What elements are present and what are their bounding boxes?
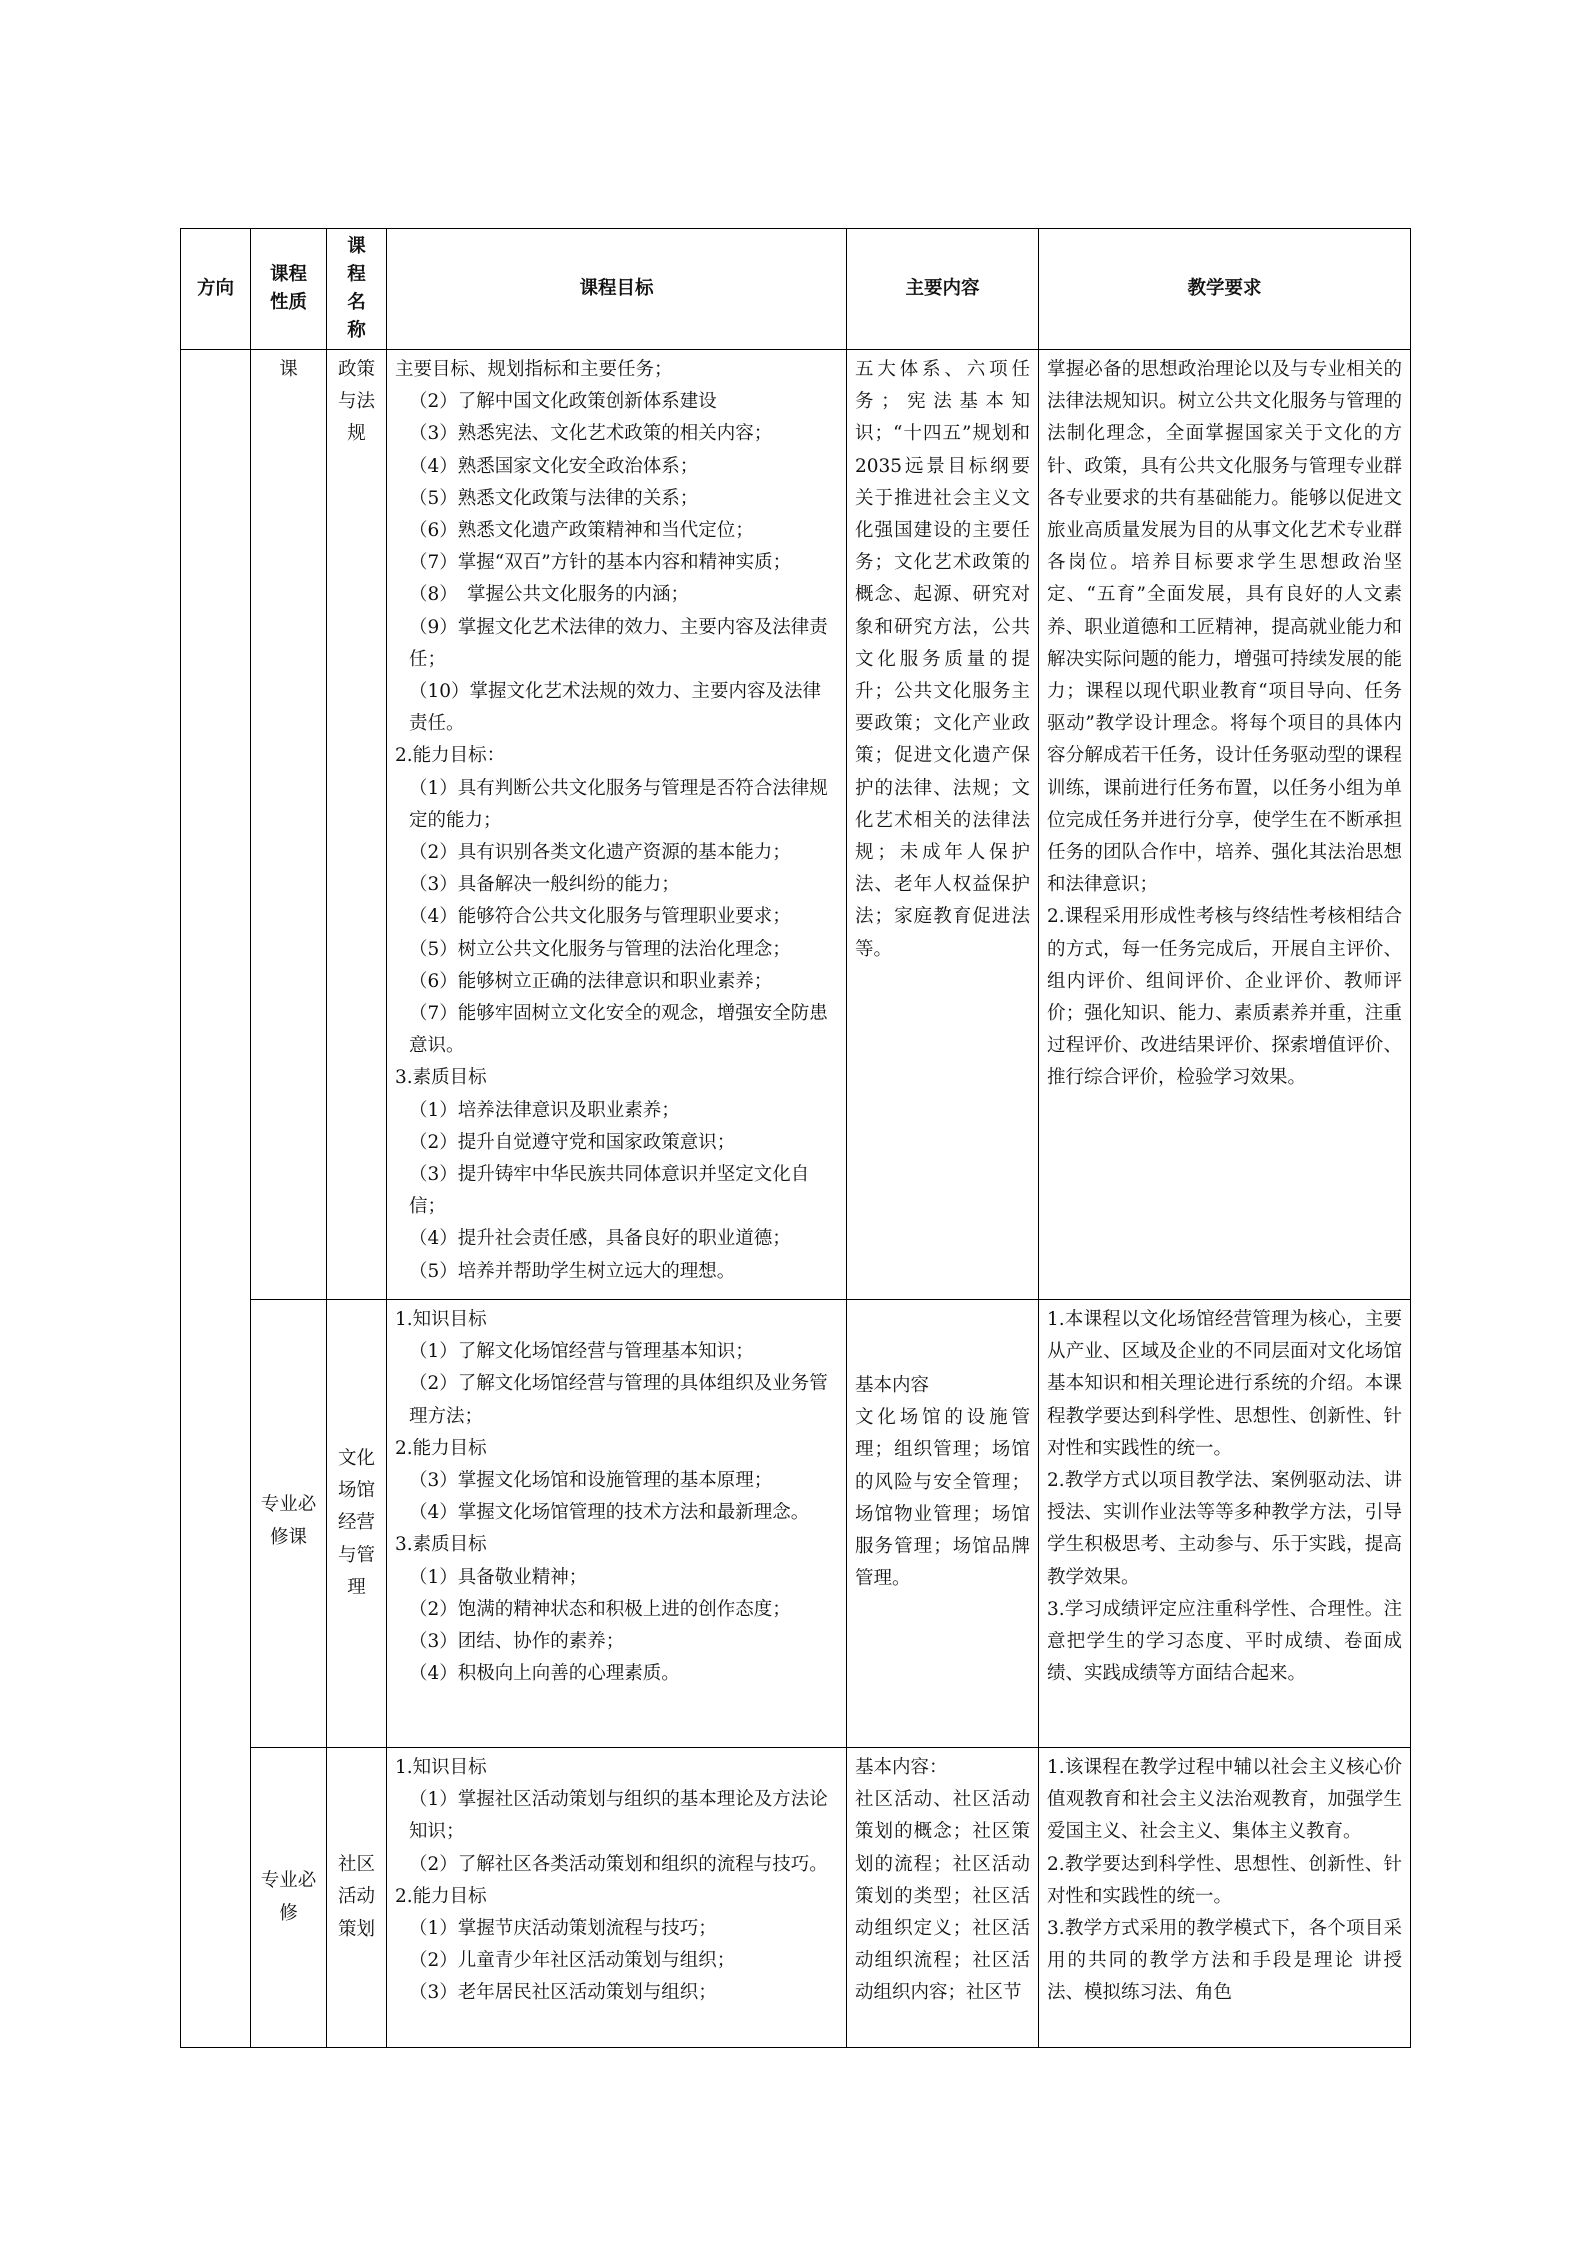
goal-line: （3）熟悉宪法、文化艺术政策的相关内容； [409,423,773,445]
goal-line: 3.素质目标 [395,1067,487,1089]
curriculum-table [180,228,1411,2048]
header-course-name: 课程名称 [327,229,387,350]
goal-line: （4）积极向上向善的心理素质。 [409,1663,680,1685]
requirement-paragraph: 2.教学方式以项目教学法、案例驱动法、讲授法、实训作业法等等多种教学方法，引导学生积极思考、主动参与、乐于实践，提高教学效果。 [1047,1470,1402,1588]
goal-line: （5）熟悉文化政策与法律的关系； [409,487,699,509]
goals-list [395,1304,838,1690]
goal-line: （2）了解中国文化政策创新体系建设 [409,391,717,413]
requirement-paragraph: 1.该课程在教学过程中辅以社会主义核心价值观教育和社会主义法治观教育，加强学生爱国主义、社会主义、集体主义教育。 [1047,1757,1402,1843]
header-teaching-requirements: 教学要求 [1039,229,1411,350]
goal-line: （5）培养并帮助学生树立远大的理想。 [409,1260,736,1282]
goal-line: （3）提升铸牢中华民族共同体意识并坚定文化自信； [409,1164,810,1218]
goal-line: （5）树立公共文化服务与管理的法治化理念； [409,938,791,960]
requirements-list [1047,354,1402,1095]
requirement-paragraph: 2.课程采用形成性考核与终结性考核相结合的方式，每一任务完成后，开展自主评价、组内评价、组间评价、企业评价、教师评价；强化知识、能力、素质素养并重，注重过程评价、改进结果评价、探索增值评价、推行综合评价，检验学习效果。 [1047,906,1402,1089]
goal-line: （6）能够树立正确的法律意识和职业素养； [409,970,773,992]
goal-line: （10）掌握文化艺术法规的效力、主要内容及法律责任。 [409,681,822,735]
goal-line: （4）能够符合公共文化服务与管理职业要求； [409,906,791,928]
teaching-requirements-cell [1039,350,1411,1300]
direction-cell [181,350,251,2048]
goals-list [395,1752,838,2010]
goal-line: （3）掌握文化场馆和设施管理的基本原理； [409,1470,773,1492]
requirement-paragraph: 掌握必备的思想政治理论以及与专业相关的法律法规知识。树立公共文化服务与管理的法制化理念，全面掌握国家关于文化的方针、政策，具有公共文化服务与管理专业群各专业要求的共有基础能力。能够以促进文旅业高质量发展为目的从事文化艺术专业群各岗位。培养目标要求学生思想政治坚定、“五育”全面发展，具有良好的人文素养、职业道德和工匠精神，提高就业能力和解决实际问题的能力，增强可持续发展的能力；课程以现代职业教育“项目导向、任务驱动”教学设计理念。将每个项目的具体内容分解成若干任务，设计任务驱动型的课程训练，课前进行任务布置，以任务小组为单位完成任务并进行分享，使学生在不断承担任务的团队合作中，培养、强化其法治思想和法律意识； [1047,359,1402,896]
main-content-text: 社区活动、社区活动策划的概念；社区策划的流程；社区活动策划的类型；社区活动组织定义；社区活动组织流程；社区活动组织内容；社区节 [855,1789,1030,2004]
header-direction: 方向 [181,229,251,350]
course-nature-cell: 课 [251,350,327,1300]
requirement-paragraph: 3.学习成绩评定应注重科学性、合理性。注意把学生的学习态度、平时成绩、卷面成绩、实践成绩等方面结合起来。 [1047,1598,1402,1685]
header-main-content: 主要内容 [847,229,1039,350]
requirements-list [1047,1304,1402,1690]
main-content-cell [847,350,1039,1300]
goal-line: （3）团结、协作的素养； [409,1631,625,1653]
header-course-goals: 课程目标 [387,229,847,350]
goal-line: （2）了解文化场馆经营与管理的具体组织及业务管理方法； [409,1373,828,1427]
requirements-list [1047,1752,1402,2010]
requirement-paragraph: 2.教学要达到科学性、思想性、创新性、针对性和实践性的统一。 [1047,1853,1402,1907]
main-content-cell [847,1748,1039,2048]
goal-line: （6）熟悉文化遗产政策精神和当代定位； [409,520,754,542]
course-name-cell: 文化场馆经营与管理 [327,1300,387,1748]
course-nature-cell: 专业必修 [251,1748,327,2048]
goal-line: （1）了解文化场馆经营与管理基本知识； [409,1341,754,1363]
goal-line: （3）具备解决一般纠纷的能力； [409,874,680,896]
table-row [181,1748,1411,2048]
table-header-row [181,229,1411,350]
goal-line: （8） 掌握公共文化服务的内涵； [409,584,690,606]
goal-line: （2）饱满的精神状态和积极上进的创作态度； [409,1598,791,1620]
main-content-text: 文化场馆的设施管理；组织管理；场馆的风险与安全管理；场馆物业管理；场馆服务管理；场馆品牌管理。 [855,1407,1030,1590]
goal-line: 2.能力目标 [395,1885,487,1907]
goal-line: 2.能力目标 [395,1437,487,1459]
course-goals-cell [387,1748,847,2048]
goal-line: 1.知识目标 [395,1757,487,1778]
goal-line: 3.素质目标 [395,1534,487,1556]
goal-line: （1）具备敬业精神； [409,1566,588,1588]
goal-line: （2）了解社区各类活动策划和组织的流程与技巧。 [409,1853,828,1875]
goal-line: （1）掌握节庆活动策划流程与技巧； [409,1918,717,1940]
goals-list [395,354,838,1288]
goal-line: （2）儿童青少年社区活动策划与组织； [409,1950,736,1972]
goal-line: 主要目标、规划指标和主要任务； [395,359,673,380]
course-name-cell: 社区活动策划 [327,1748,387,2048]
teaching-requirements-cell [1039,1748,1411,2048]
main-content-text: 五大体系、六项任务；宪法基本知识；“十四五”规划和2035远景目标纲要关于推进社会主义文化强国建设的主要任务；文化艺术政策的概念、起源、研究对象和研究方法，公共文化服务质量的提升；公共文化服务主要政策；文化产业政策；促进文化遗产保护的法律、法规；文化艺术相关的法律法规；未成年人保护法、老年人权益保护法；家庭教育促进法等。 [855,359,1030,960]
goal-line: （1）掌握社区活动策划与组织的基本理论及方法论知识； [409,1789,828,1843]
course-goals-cell [387,350,847,1300]
goal-line: 2.能力目标： [395,745,506,767]
course-name-cell: 政策与法规 [327,350,387,1300]
table-row [181,350,1411,1300]
main-content-cell [847,1300,1039,1748]
goal-line: （7）能够牢固树立文化安全的观念，增强安全防患意识。 [409,1003,828,1057]
course-nature-cell: 专业必修课 [251,1300,327,1748]
teaching-requirements-cell [1039,1300,1411,1748]
goal-line: （4）熟悉国家文化安全政治体系； [409,455,699,477]
course-goals-cell [387,1300,847,1748]
goal-line: （2）具有识别各类文化遗产资源的基本能力； [409,842,791,864]
goal-line: （1）具有判断公共文化服务与管理是否符合法律规定的能力； [409,777,828,831]
goal-line: （4）提升社会责任感，具备良好的职业道德； [409,1228,791,1250]
requirement-paragraph: 1.本课程以文化场馆经营管理为核心，主要从产业、区域及企业的不同层面对文化场馆基本知识和相关理论进行系统的介绍。本课程教学要达到科学性、思想性、创新性、针对性和实践性的统一。 [1047,1309,1402,1459]
goal-line: （2）提升自觉遵守党和国家政策意识； [409,1131,736,1153]
goal-line: （7）掌握“双百”方针的基本内容和精神实质； [409,552,792,574]
goal-line: （4）掌握文化场馆管理的技术方法和最新理念。 [409,1502,810,1524]
goal-line: 1.知识目标 [395,1309,487,1330]
main-content-heading: 基本内容： [855,1757,948,1778]
goal-line: （1）培养法律意识及职业素养； [409,1099,680,1121]
goal-line: （9）掌握文化艺术法律的效力、主要内容及法律责任； [409,616,828,670]
table-row [181,1300,1411,1748]
main-content-heading: 基本内容 [855,1375,930,1396]
goal-line: （3）老年居民社区活动策划与组织； [409,1982,717,2004]
header-course-nature: 课程性质 [251,229,327,350]
requirement-paragraph: 3.教学方式采用的教学模式下，各个项目采用的共同的教学方法和手段是理论 讲授法、模拟练习法、角色 [1047,1918,1402,2004]
